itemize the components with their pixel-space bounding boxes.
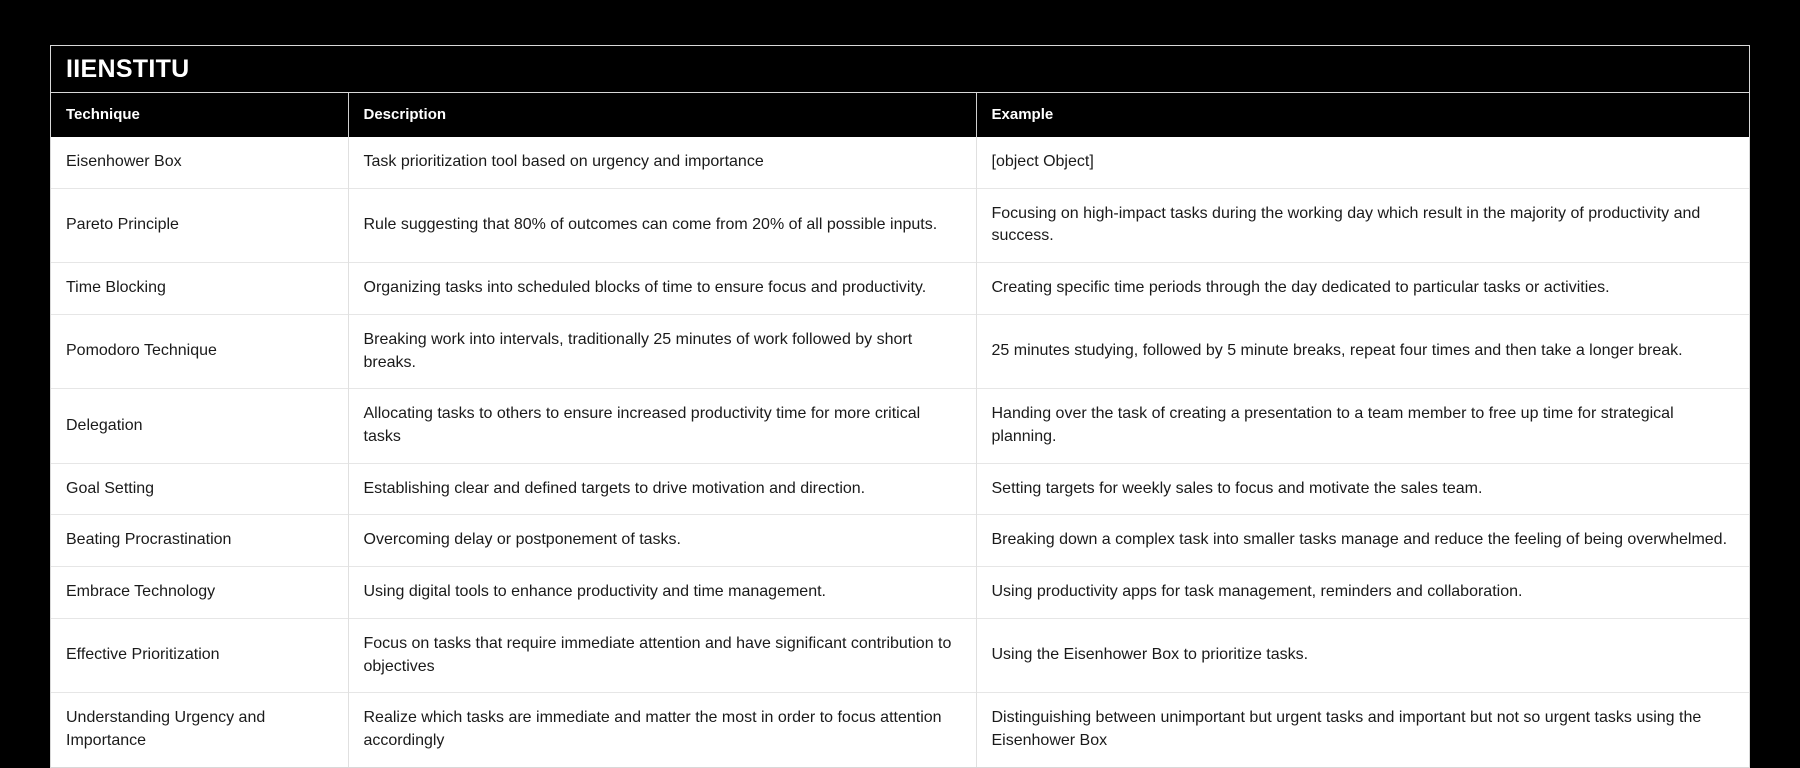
cell-description: Rule suggesting that 80% of outcomes can come from 20% of all possible inputs. bbox=[348, 188, 976, 262]
cell-description: Overcoming delay or postponement of tasks. bbox=[348, 515, 976, 567]
techniques-table bbox=[51, 93, 1749, 767]
cell-example: Using the Eisenhower Box to prioritize tasks. bbox=[976, 618, 1749, 692]
cell-technique: Understanding Urgency and Importance bbox=[51, 693, 348, 767]
cell-description: Organizing tasks into scheduled blocks of time to ensure focus and productivity. bbox=[348, 263, 976, 315]
cell-example: Handing over the task of creating a presentation to a team member to free up time for strategical planning. bbox=[976, 389, 1749, 463]
table-row bbox=[51, 567, 1749, 619]
cell-description: Allocating tasks to others to ensure increased productivity time for more critical tasks bbox=[348, 389, 976, 463]
cell-technique: Pomodoro Technique bbox=[51, 314, 348, 388]
table-row bbox=[51, 188, 1749, 262]
cell-description: Using digital tools to enhance productivity and time management. bbox=[348, 567, 976, 619]
column-header-technique: Technique bbox=[51, 93, 348, 137]
column-header-description: Description bbox=[348, 93, 976, 137]
cell-example: Distinguishing between unimportant but urgent tasks and important but not so urgent tasks using the Eisenhower Box bbox=[976, 693, 1749, 767]
cell-description: Breaking work into intervals, traditionally 25 minutes of work followed by short breaks. bbox=[348, 314, 976, 388]
table-card bbox=[50, 45, 1750, 768]
cell-example: Creating specific time periods through the day dedicated to particular tasks or activities. bbox=[976, 263, 1749, 315]
table-header-row bbox=[51, 93, 1749, 137]
cell-technique: Beating Procrastination bbox=[51, 515, 348, 567]
cell-example: Breaking down a complex task into smaller tasks manage and reduce the feeling of being overwhelmed. bbox=[976, 515, 1749, 567]
cell-example: Focusing on high-impact tasks during the working day which result in the majority of productivity and success. bbox=[976, 188, 1749, 262]
cell-description: Realize which tasks are immediate and matter the most in order to focus attention accordingly bbox=[348, 693, 976, 767]
cell-technique: Goal Setting bbox=[51, 463, 348, 515]
cell-description: Establishing clear and defined targets to drive motivation and direction. bbox=[348, 463, 976, 515]
cell-example: Setting targets for weekly sales to focus and motivate the sales team. bbox=[976, 463, 1749, 515]
cell-technique: Embrace Technology bbox=[51, 567, 348, 619]
cell-description: Focus on tasks that require immediate attention and have significant contribution to objectives bbox=[348, 618, 976, 692]
column-header-example: Example bbox=[976, 93, 1749, 137]
table-row bbox=[51, 314, 1749, 388]
table-body bbox=[51, 137, 1749, 767]
cell-technique: Eisenhower Box bbox=[51, 137, 348, 188]
table-row bbox=[51, 515, 1749, 567]
cell-example: 25 minutes studying, followed by 5 minute breaks, repeat four times and then take a longer break. bbox=[976, 314, 1749, 388]
table-row bbox=[51, 389, 1749, 463]
table-row bbox=[51, 463, 1749, 515]
table-row bbox=[51, 263, 1749, 315]
title-bar bbox=[51, 46, 1749, 93]
cell-example: Using productivity apps for task management, reminders and collaboration. bbox=[976, 567, 1749, 619]
page-title: IIENSTITU bbox=[66, 54, 190, 83]
cell-technique: Effective Prioritization bbox=[51, 618, 348, 692]
cell-technique: Time Blocking bbox=[51, 263, 348, 315]
table-head bbox=[51, 93, 1749, 137]
cell-technique: Pareto Principle bbox=[51, 188, 348, 262]
table-row bbox=[51, 137, 1749, 188]
table-row bbox=[51, 618, 1749, 692]
cell-example: [object Object] bbox=[991, 153, 1094, 170]
table-row bbox=[51, 693, 1749, 767]
cell-technique: Delegation bbox=[51, 389, 348, 463]
cell-description: Task prioritization tool based on urgency and importance bbox=[348, 137, 976, 188]
